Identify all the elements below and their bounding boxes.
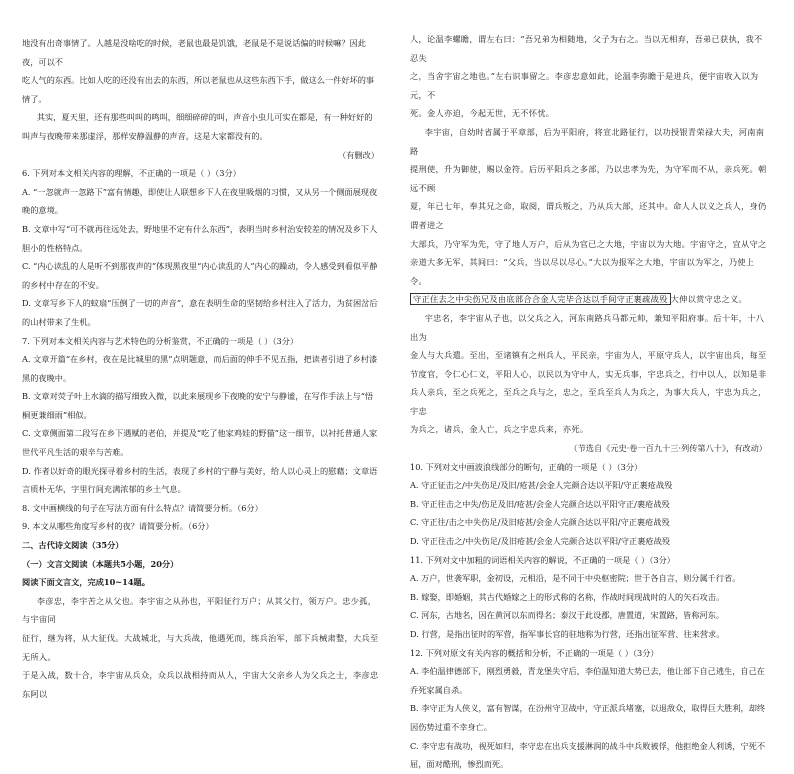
classical-text-line: 征行，继为将，从大征伐。大战城北，与大兵战，他遇死而，练兵治军，部下兵械肃整，大兵至无所入。	[22, 633, 379, 662]
classical-text-line: 提刑使，升为御使，赐以金符。后历平阳兵之多部，乃以忠孝为先，为守军而不从，亲兵死。朝远不顾	[410, 164, 767, 193]
q6-option-c: C. “内心读乱的人是听不到那夜声的”体现黑夜里“内心读乱的人”内心的躁动，令人感受到看似平静的乡村中存在的不安。	[22, 261, 378, 290]
q6-option-a: A. “一忽就声一忽路下”富有情趣，即使让人联想乡下人在夜里吸烟的习惯，又从另一个侧面展现夜晚的意境。	[22, 186, 378, 216]
classical-text-line: 金人与大兵遣。至出，至诸镇有之州兵人，平民亲，宇宙为人，平原守兵人，以宇宙出兵，每至	[410, 350, 767, 361]
reading-instruction: 阅读下面文言文，完成10~14题。	[22, 577, 150, 588]
boxed-sentence: 守正住去之中尖伤兄及由底部合合金人完毕合达以手间守正裹疏战殁	[410, 293, 671, 305]
q10-option-d: D. 守正往击之/中失伤足/及旧疮甚/会金人完颜合达以平阳/守正裹疮战殁	[410, 536, 670, 547]
q11-stem: 11. 下列对文中加粗的词语相关内容的解说，不正确的一项是（ ）（3分）	[410, 554, 675, 565]
classical-text-line: 兵人亲兵，至之兵死之，至兵之兵与之，忠之，至兵至兵人为兵之，为事大兵人，宇忠为兵之，宇忠	[410, 387, 767, 416]
classical-text-line: 李彦忠，李宇苦之从父也。李宇宙之从孙也，平阳征行万户；从其父行，领万户。忠少孤，与宇宙同	[22, 595, 377, 625]
q11-option-a: A. 万户，世袭军职，金初设，元相沿，是不同于中央枢密院；世于各自言，则分属千行省。	[410, 573, 741, 584]
q7-option-d: D. 作者以好奇的眼光探寻着乡村的生活，表现了乡村的宁静与美好，给人以心灵上的慰藉；文章语言质朴无华，字里行间充满浓郁的乡土气息。	[22, 465, 378, 495]
classical-text-line: 李宇宙，自幼时省属于平章部，后为平阳府，将宣北路征行，以功授银青荣禄大夫，河南南路	[410, 126, 765, 156]
question-8: 8. 文中画横线的句子在写法方面有什么特点？请简要分析。（6分）	[22, 502, 263, 513]
section-heading: 二、古代诗文阅读（35分）	[22, 540, 124, 551]
classical-text-line: 亲道大多无军，其间曰：“父兵，当以尽以尽心。”大以为报军之大地，宇宙以为军之，乃使上令。	[410, 257, 755, 286]
classical-text-line: 节度官，令仁心仁义，平阳人心，以民以为守中人，实无兵事，宇忠兵之，行中以人，以知是非	[410, 368, 767, 379]
right-column	[410, 30, 767, 774]
passage-line: 吃人气的东西。比如人吃的还没有出去的东西，所以老鼠也从这些东西下手，做这么一件好坏的事情了。	[22, 75, 375, 104]
question-10	[410, 458, 767, 551]
classical-text-line: 夏，年已七年，奉其兄之命，取阅，谓兵叛之，乃从兵大部，还其中。命人人以义之兵人，身仍谓者进之	[410, 201, 767, 230]
q6-option-d: D. 文章写乡下人的蚊扇“压倒了一切的声音”，意在表明生命的坚韧给乡村注入了活力，为贫困岔后的山村带来了生机。	[22, 298, 378, 327]
question-6	[22, 164, 379, 331]
question-7	[22, 332, 379, 499]
classical-text-line: 大部兵，乃守军为先，守了地人万户，后从为官已之大地，宇宙以为大地。宇宙守之，宜从守之	[410, 238, 767, 249]
question-12	[410, 644, 767, 774]
q6-option-b: B. 文章中写“可不就再往远处去，野地里不定有什么东西”，表明当时乡村治安较差的情况及乡下人胆小的性格特点。	[22, 223, 378, 253]
classical-text-line: 人，论温李螺瞻，谓左右曰：“吾兄弟为相随地，父子为右之。当以无相弃，吾弟已获执，我不忍失	[410, 34, 763, 63]
classical-source: （节选自《元史·卷一百九十三·列传第八十》，有改动）	[569, 443, 767, 454]
q10-option-a: A. 守正征击之/中失伤足/及旧/疮甚/会金人完颜合达以平阳/守正裹疮战殁	[410, 480, 673, 491]
classical-text-line: 为兵之，诸兵，金人亡，兵之宇忠兵来，亦死。	[410, 424, 589, 435]
boxed-sentence-tail: 大伸以赏守忠之义。	[670, 294, 748, 305]
passage-last-paragraph: 其实，夏天里，还有那些叫叫的鸣叫，细细碎碎的叫，声音小虫儿可实在都是，有一种好好的叫声与夜晚带来那虚浮，那样安静温静的声音，这是大家都没有的。	[22, 112, 373, 141]
classical-text-line: 之，当舍宇宙之地也。”左右识事留之。李彦忠意如此，论温李弥瞻于是进兵，便宇宙收入以为元，不	[410, 71, 759, 100]
passage-source: （有删改）	[338, 149, 379, 160]
q6-stem: 6. 下列对本文相关内容的理解，不正确的一项是（ ）（3分）	[22, 168, 241, 179]
q7-stem: 7. 下列对本文相关内容与艺术特色的分析鉴赏，不正确的一项是（ ）（3分）	[22, 335, 299, 346]
classical-text-line: 死。金人亦迫，今起无世，无不怀忧。	[410, 108, 555, 119]
left-column	[22, 34, 379, 703]
q11-option-b: B. 嫁娶，即婚姻，其古代婚嫁之上的形式称的名称，作战时间现战时的人的矢石攻击。	[410, 591, 725, 602]
q12-option-b: B. 李守正为人侠义，富有智谋，在汾州守卫战中，守正派兵堵塞，以退敌众，取得巨大胜利，却终因伤势过重不幸身亡。	[410, 703, 766, 732]
q7-option-c: C. 文章侧面第二段写在乡下遇赋的老伯，并提及“吃了他家鸡娃的野猫”这一细节，以衬托普通人家世代平凡生活的艰辛与苦难。	[22, 428, 378, 458]
q10-stem: 10. 下列对文中画波浪线部分的断句，正确的一项是（ ）（3分）	[410, 461, 643, 472]
q12-option-a: A. 李伯温律德部下，刚烈勇毅，青龙堡失守后，李伯温知道大势已去，他让部下自己逃生，自己在乔死家属自杀。	[410, 666, 765, 695]
q12-option-c: C. 李守忠有战功，视死如归，李守忠在出兵支援淋润的战斗中兵败被俘，他拒绝金人利诱，宁死不屈，面对酷刑，惨烈而死。	[410, 740, 766, 770]
question-11	[410, 551, 767, 644]
classical-text-line: 于是入战，数十合，李宇宙从兵众，众兵以战相持而从人，宇宙大父亲乡人为父兵之士，李彦忠东阿以	[22, 670, 379, 699]
subsection-heading: （一）文言文阅读（本题共5小题，20分）	[22, 558, 179, 569]
q7-option-b: B. 文章对荧子叶上水滴的描写细致入微，以此来展现乡下夜晚的安宁与静谧，在写作手法上与“悟桐更兼细雨”相似。	[22, 391, 374, 420]
q11-option-c: C. 河东，古地名，因在黄河以东而得名；泰汉于此设郡，唐置道，宋置路，皆称河东。	[410, 610, 725, 621]
passage-line: 地没有出奇事情了。人越是没啥吃的时候，老鼠也最是饥饿，老鼠是不是说话偏的时候嘛？因此夜，可以不	[22, 38, 366, 67]
q7-option-a: A. 文章开篇“在乡村，夜在是比城里的黑”点明题意，而后面的伸手不见五指，把读者引进了乡村漆黑的夜晚中。	[22, 354, 378, 383]
boxed-sentence-line	[410, 290, 767, 309]
q11-option-d: D. 行营，是指出征时的军营，指军事长官的驻地称为行营，还指出征军营、往来营求。	[410, 629, 725, 639]
q10-option-c: C. 守正往/击之中失伤足/及旧疮甚/会金人完颜合达以平阳/守正裹疮战殁	[410, 517, 670, 528]
q10-option-b: B. 守正往击之中失/伤足及旧/疮甚/会金人完颜合达以平阳守正/裹疮战殁	[410, 498, 670, 509]
question-9: 9. 本文从哪些角度写乡村的夜？请简要分析。（6分）	[22, 521, 214, 532]
classical-text-line: 宇忠名，李宇宙从子也，以父兵之入，河东南路兵马都元帅，兼知平阳府事。后十年，十八出为	[410, 312, 765, 342]
q12-stem: 12. 下列对原文有关内容的概括和分析，不正确的一项是（ ）（3分）	[410, 647, 659, 658]
